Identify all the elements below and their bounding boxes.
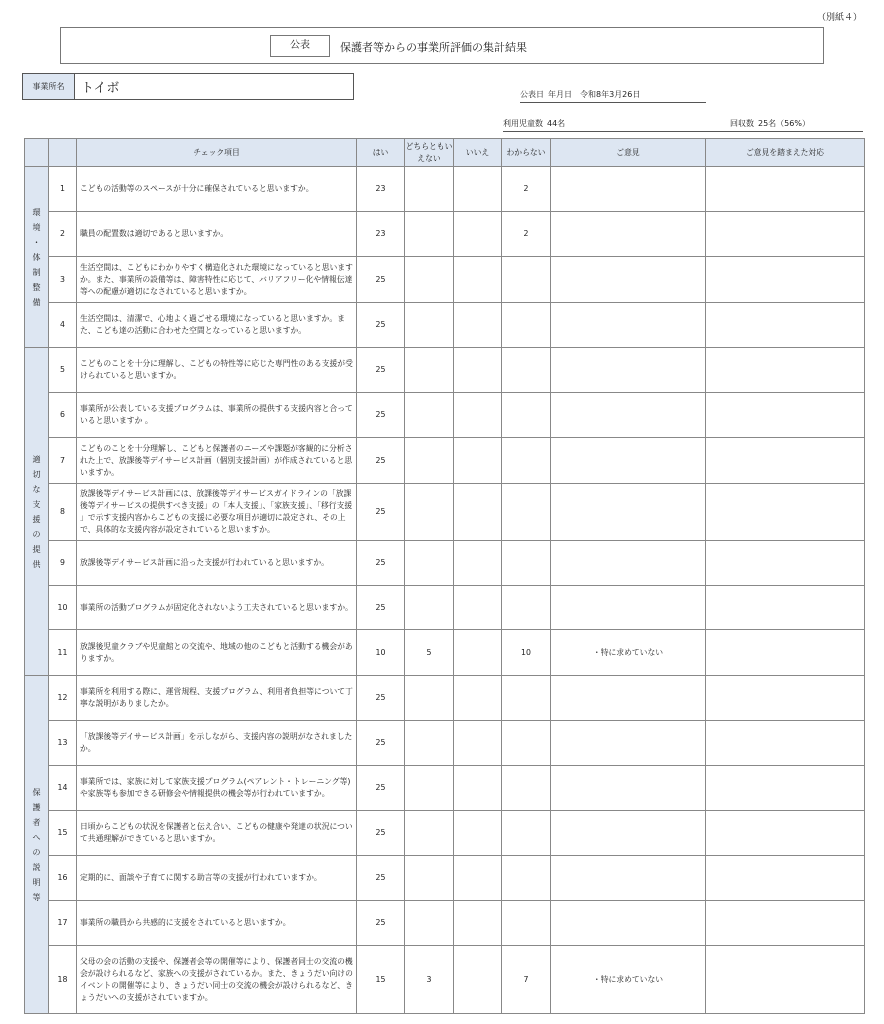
cell-unknown xyxy=(502,348,551,393)
check-item-text: こどものことを十分理解し、こどもと保護者のニーズや課題が客観的に分析された上で、放課後等デイサービス計画（個別支援計画）が作成されていると思いますか。 xyxy=(77,438,357,484)
check-item-text: 放課後等デイサービス計画に沿った支援が行われていると思いますか。 xyxy=(77,541,357,586)
cell-yes: 25 xyxy=(357,901,405,946)
cell-no xyxy=(454,676,502,721)
table-row xyxy=(25,303,865,348)
children-count-value: 44名 xyxy=(547,119,566,128)
check-item-text: 事業所を利用する際に、運営規程、支援プログラム、利用者負担等について丁寧な説明がありましたか。 xyxy=(77,676,357,721)
publication-date-label: 公表日 xyxy=(520,90,544,99)
opinion-cell: ・特に求めていない xyxy=(551,630,706,676)
cell-neutral xyxy=(405,766,454,811)
table-row xyxy=(25,766,865,811)
cell-no xyxy=(454,167,502,212)
opinion-cell xyxy=(551,484,706,541)
item-number: 15 xyxy=(49,811,77,856)
public-badge: 公表 xyxy=(270,35,330,57)
item-number: 1 xyxy=(49,167,77,212)
opinion-cell xyxy=(551,721,706,766)
header-neutral: どちらともいえない xyxy=(405,139,454,167)
cell-no xyxy=(454,393,502,438)
cell-neutral xyxy=(405,393,454,438)
cell-no xyxy=(454,856,502,901)
category-cell: 保 護 者 へ の 説 明 等 xyxy=(25,676,49,1014)
item-number: 13 xyxy=(49,721,77,766)
cell-yes: 23 xyxy=(357,167,405,212)
table-header-row xyxy=(25,139,865,167)
cell-unknown: 7 xyxy=(502,946,551,1014)
check-item-text: こどもの活動等のスペースが十分に確保されていると思いますか。 xyxy=(77,167,357,212)
cell-unknown xyxy=(502,856,551,901)
cell-unknown xyxy=(502,586,551,630)
cell-unknown xyxy=(502,393,551,438)
table-row xyxy=(25,676,865,721)
check-item-text: 父母の会の活動の支援や、保護者会等の開催等により、保護者同士の交流の機会が設けられるなど、家族への支援がされているか。また、きょうだい向けのイベントの開催等により、きょうだい同士の交流の機会が設けられるなど、きょうだいへの支援がされていますか。 xyxy=(77,946,357,1014)
opinion-cell xyxy=(551,766,706,811)
table-row xyxy=(25,257,865,303)
facility-name-box xyxy=(22,73,354,100)
cell-unknown: 10 xyxy=(502,630,551,676)
response-cell xyxy=(706,484,865,541)
cell-no xyxy=(454,586,502,630)
header-response: ご意見を踏まえた対応 xyxy=(706,139,865,167)
opinion-cell xyxy=(551,348,706,393)
opinion-cell xyxy=(551,393,706,438)
header-yes: はい xyxy=(357,139,405,167)
cell-yes: 25 xyxy=(357,811,405,856)
table-row xyxy=(25,438,865,484)
category-cell: 適 切 な 支 援 の 提 供 xyxy=(25,348,49,676)
cell-unknown xyxy=(502,303,551,348)
response-cell xyxy=(706,438,865,484)
item-number: 17 xyxy=(49,901,77,946)
header-number xyxy=(49,139,77,167)
cell-no xyxy=(454,484,502,541)
item-number: 8 xyxy=(49,484,77,541)
cell-neutral: 3 xyxy=(405,946,454,1014)
cell-neutral xyxy=(405,541,454,586)
cell-yes: 15 xyxy=(357,946,405,1014)
response-cell xyxy=(706,348,865,393)
response-cell xyxy=(706,393,865,438)
collected-count xyxy=(730,118,863,132)
item-number: 10 xyxy=(49,586,77,630)
item-number: 4 xyxy=(49,303,77,348)
category-cell: 環 境 ・ 体 制 整 備 xyxy=(25,167,49,348)
cell-neutral xyxy=(405,856,454,901)
response-cell xyxy=(706,721,865,766)
cell-neutral xyxy=(405,676,454,721)
page-title: 保護者等からの事業所評価の集計結果 xyxy=(340,41,527,54)
cell-unknown xyxy=(502,484,551,541)
opinion-cell xyxy=(551,586,706,630)
item-number: 14 xyxy=(49,766,77,811)
cell-yes: 25 xyxy=(357,484,405,541)
item-number: 6 xyxy=(49,393,77,438)
check-item-text: こどものことを十分に理解し、こどもの特性等に応じた専門性のある支援が受けられていると思いますか。 xyxy=(77,348,357,393)
cell-yes: 25 xyxy=(357,541,405,586)
opinion-cell xyxy=(551,438,706,484)
check-item-text: 放課後等デイサービス計画には、放課後等デイサービスガイドラインの「放課後等デイサービスの提供すべき支援」の「本人支援」、「家族支援」、「移行支援 」で示す支援内容からこどもの支援に必要な項目が適切に設定され、その上で、具体的な支援内容が設定されていると思いますか。 xyxy=(77,484,357,541)
check-item-text: 職員の配置数は適切であると思いますか。 xyxy=(77,212,357,257)
table-row xyxy=(25,946,865,1014)
item-number: 16 xyxy=(49,856,77,901)
publication-date xyxy=(520,89,706,103)
cell-yes: 25 xyxy=(357,393,405,438)
evaluation-table xyxy=(24,138,865,1014)
response-cell xyxy=(706,303,865,348)
response-cell xyxy=(706,212,865,257)
opinion-cell xyxy=(551,541,706,586)
header-category xyxy=(25,139,49,167)
response-cell xyxy=(706,856,865,901)
cell-unknown xyxy=(502,811,551,856)
cell-yes: 25 xyxy=(357,856,405,901)
cell-yes: 25 xyxy=(357,766,405,811)
item-number: 11 xyxy=(49,630,77,676)
response-cell xyxy=(706,811,865,856)
check-item-text: 放課後児童クラブや児童館との交流や、地域の他のこどもと活動する機会がありますか。 xyxy=(77,630,357,676)
cell-neutral xyxy=(405,901,454,946)
item-number: 2 xyxy=(49,212,77,257)
cell-unknown: 2 xyxy=(502,167,551,212)
cell-no xyxy=(454,438,502,484)
cell-no xyxy=(454,721,502,766)
response-cell xyxy=(706,676,865,721)
check-item-text: 生活空間は、清潔で、心地よく過ごせる環境になっていると思いますか。また、こども達の活動に合わせた空間となっていると思いますか。 xyxy=(77,303,357,348)
check-item-text: 事業所の活動プログラムが固定化されないよう工夫されていると思いますか。 xyxy=(77,586,357,630)
cell-no xyxy=(454,212,502,257)
table-row xyxy=(25,541,865,586)
table-row xyxy=(25,856,865,901)
opinion-cell: ・特に求めていない xyxy=(551,946,706,1014)
header-no: いいえ xyxy=(454,139,502,167)
item-number: 7 xyxy=(49,438,77,484)
check-item-text: 「放課後等デイサービス計画」を示しながら、支援内容の説明がなされましたか。 xyxy=(77,721,357,766)
cell-neutral xyxy=(405,257,454,303)
cell-neutral xyxy=(405,484,454,541)
cell-yes: 25 xyxy=(357,676,405,721)
table-row xyxy=(25,586,865,630)
response-cell xyxy=(706,946,865,1014)
children-count-label: 利用児童数 xyxy=(503,119,543,128)
cell-neutral xyxy=(405,811,454,856)
cell-no xyxy=(454,257,502,303)
item-number: 12 xyxy=(49,676,77,721)
facility-name-label: 事業所名 xyxy=(23,74,75,99)
collected-count-label: 回収数 xyxy=(730,119,754,128)
cell-yes: 25 xyxy=(357,257,405,303)
cell-no xyxy=(454,348,502,393)
response-cell xyxy=(706,586,865,630)
table-row xyxy=(25,484,865,541)
response-cell xyxy=(706,167,865,212)
cell-no xyxy=(454,303,502,348)
children-count xyxy=(503,118,730,132)
response-cell xyxy=(706,766,865,811)
table-row xyxy=(25,721,865,766)
table-row xyxy=(25,901,865,946)
table-row xyxy=(25,811,865,856)
item-number: 9 xyxy=(49,541,77,586)
header-unknown: わからない xyxy=(502,139,551,167)
opinion-cell xyxy=(551,856,706,901)
opinion-cell xyxy=(551,303,706,348)
publication-date-value: 年月日 令和8年3月26日 xyxy=(548,90,641,99)
cell-unknown xyxy=(502,438,551,484)
cell-unknown xyxy=(502,721,551,766)
opinion-cell xyxy=(551,167,706,212)
response-cell xyxy=(706,541,865,586)
opinion-cell xyxy=(551,811,706,856)
facility-name-value: トイボ xyxy=(81,81,120,96)
cell-no xyxy=(454,946,502,1014)
check-item-text: 事業所の職員から共感的に支援をされていると思いますか。 xyxy=(77,901,357,946)
check-item-text: 事業所では、家族に対して家族支援プログラム(ペアレント・トレーニング等)や家族等も参加できる研修会や情報提供の機会等が行われていますか。 xyxy=(77,766,357,811)
collected-count-value: 25名（56%） xyxy=(758,119,810,128)
cell-yes: 23 xyxy=(357,212,405,257)
cell-yes: 25 xyxy=(357,586,405,630)
cell-unknown xyxy=(502,676,551,721)
opinion-cell xyxy=(551,212,706,257)
cell-no xyxy=(454,811,502,856)
cell-unknown xyxy=(502,766,551,811)
cell-neutral xyxy=(405,348,454,393)
item-number: 5 xyxy=(49,348,77,393)
cell-yes: 25 xyxy=(357,303,405,348)
cell-unknown: 2 xyxy=(502,212,551,257)
response-cell xyxy=(706,630,865,676)
cell-unknown xyxy=(502,541,551,586)
cell-unknown xyxy=(502,901,551,946)
cell-neutral: 5 xyxy=(405,630,454,676)
item-number: 3 xyxy=(49,257,77,303)
table-row xyxy=(25,393,865,438)
cell-neutral xyxy=(405,721,454,766)
table-row xyxy=(25,630,865,676)
cell-unknown xyxy=(502,257,551,303)
response-cell xyxy=(706,901,865,946)
table-row xyxy=(25,348,865,393)
cell-no xyxy=(454,766,502,811)
cell-neutral xyxy=(405,303,454,348)
table-row xyxy=(25,212,865,257)
cell-yes: 25 xyxy=(357,438,405,484)
opinion-cell xyxy=(551,257,706,303)
cell-neutral xyxy=(405,438,454,484)
cell-no xyxy=(454,630,502,676)
cell-no xyxy=(454,541,502,586)
opinion-cell xyxy=(551,676,706,721)
cell-no xyxy=(454,901,502,946)
item-number: 18 xyxy=(49,946,77,1014)
response-cell xyxy=(706,257,865,303)
header-opinion: ご意見 xyxy=(551,139,706,167)
appendix-label: （別紙４） xyxy=(816,13,862,23)
cell-neutral xyxy=(405,167,454,212)
cell-yes: 25 xyxy=(357,721,405,766)
cell-neutral xyxy=(405,212,454,257)
cell-yes: 10 xyxy=(357,630,405,676)
check-item-text: 日頃からこどもの状況を保護者と伝え合い、こどもの健康や発達の状況について共通理解ができていると思いますか。 xyxy=(77,811,357,856)
header-check-item: チェック項目 xyxy=(77,139,357,167)
table-row xyxy=(25,167,865,212)
check-item-text: 生活空間は、こどもにわかりやすく構造化された環境になっていると思いますか。また、事業所の設備等は、障害特性に応じて、バリアフリー化や情報伝達等への配慮が適切になされていると思いますか。 xyxy=(77,257,357,303)
cell-neutral xyxy=(405,586,454,630)
opinion-cell xyxy=(551,901,706,946)
check-item-text: 事業所が公表している支援プログラムは、事業所の提供する支援内容と合っていると思いますか 。 xyxy=(77,393,357,438)
check-item-text: 定期的に、面談や子育てに関する助言等の支援が行われていますか。 xyxy=(77,856,357,901)
cell-yes: 25 xyxy=(357,348,405,393)
